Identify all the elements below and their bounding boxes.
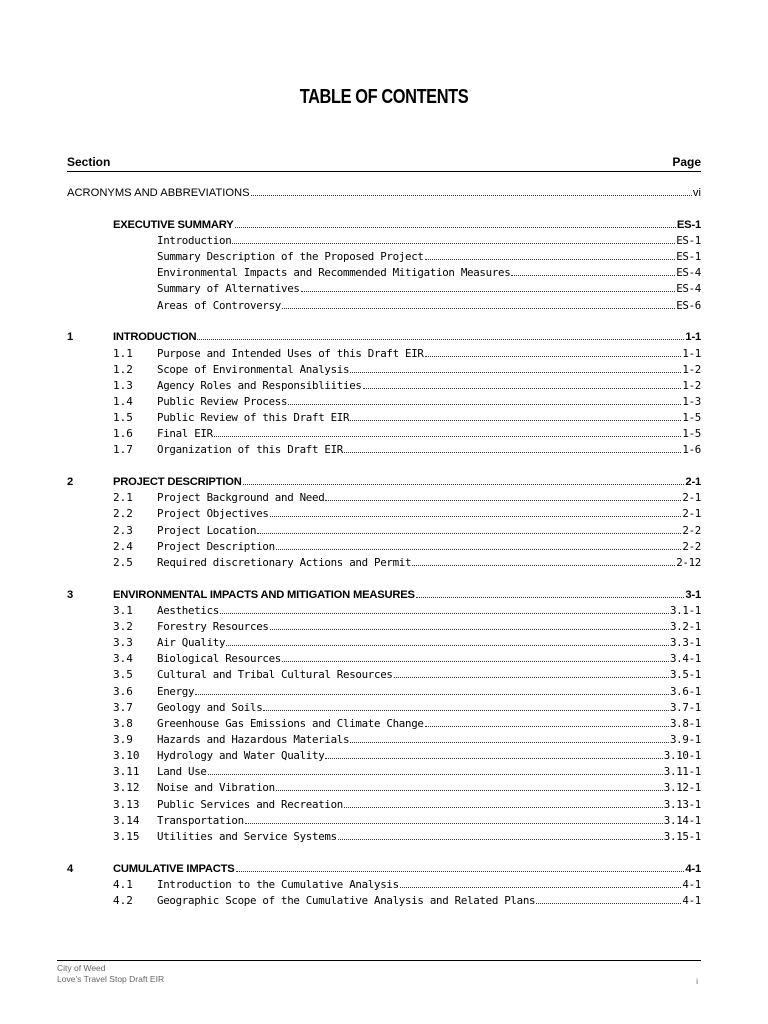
toc-entry-page: 1-5 [682,411,701,425]
dot-leader [350,362,681,373]
toc-entry[interactable] [67,780,701,796]
toc-entry-line [157,539,701,555]
toc-entry-title: Purpose and Intended Uses of this Draft EIR [157,346,424,360]
toc-entry-number: 3 [67,588,74,601]
toc-entry-number: 1.7 [113,443,133,457]
toc-entry[interactable] [67,877,701,893]
toc-entry-page: 2-12 [676,555,701,569]
toc-entry-line [157,346,701,362]
dot-leader [325,490,681,501]
toc-entry[interactable] [67,249,701,265]
toc-entry-title: Land Use [157,765,207,779]
footer-document-title: Love’s Travel Stop Draft EIR [57,974,165,984]
toc-entry[interactable] [67,748,701,764]
toc-entry-line [157,716,701,732]
dot-leader [301,281,676,292]
toc-entry-title: Project Objectives [157,507,269,521]
toc-entry-title: Areas of Controversy [157,298,282,312]
toc-entry-page: ES-1 [676,250,701,264]
dot-leader [416,587,685,598]
toc-entry[interactable] [67,651,701,667]
dot-leader [412,555,675,566]
toc-entry-line [157,700,701,716]
toc-entry[interactable] [67,813,701,829]
toc-entry-line [157,764,701,780]
toc-entry[interactable] [67,764,701,780]
toc-entry[interactable] [67,603,701,619]
dot-leader [425,716,669,727]
toc-entry[interactable] [67,619,701,635]
toc-entry-page: 3.1-1 [669,603,701,617]
toc-entry-number: 3.15 [113,829,140,843]
toc-entry-page: 3.5-1 [669,668,701,682]
toc-entry-line [157,249,701,265]
toc-entry-page: 2-1 [682,507,701,521]
toc-entry-title: Summary of Alternatives [157,282,300,296]
toc-entry-line [157,281,701,297]
toc-entry-page: 3-1 [685,588,701,601]
page-column-label: Page [672,155,701,169]
toc-entry-page: 1-2 [682,362,701,376]
toc-entry-line [157,780,701,796]
toc-entry-number: 2.1 [113,491,133,505]
toc-entry[interactable] [67,329,701,345]
toc-entry-line [157,523,701,539]
toc-entry-line [157,362,701,378]
toc-entry-line [157,651,701,667]
toc-entry-line [157,732,701,748]
toc-entry[interactable] [67,861,701,877]
toc-entry-number: 1.2 [113,362,133,376]
dot-leader [197,329,684,340]
toc-entry-title: Agency Roles and Responsibliities [157,378,362,392]
toc-entry[interactable] [67,346,701,362]
toc-entry-number: 4.2 [113,893,133,907]
toc-entry[interactable] [67,635,701,651]
toc-entry-page: ES-4 [676,266,701,280]
toc-entry-page: 1-1 [682,346,701,360]
toc-entry[interactable] [67,684,701,700]
toc-entry-page: 4-1 [682,877,701,891]
toc-entry-line [157,619,701,635]
toc-entry-line [157,877,701,893]
toc-entry-number: 2.4 [113,539,133,553]
toc-entry-line [157,893,701,909]
toc-entry-number: 2.2 [113,507,133,521]
toc-entry[interactable] [67,378,701,394]
toc-entry-line [157,442,701,458]
toc-entry-title: Cultural and Tribal Cultural Resources [157,668,393,682]
dot-leader [208,764,663,775]
toc-entry-title: INTRODUCTION [113,331,197,344]
dot-leader [232,233,675,244]
dot-leader [236,861,685,872]
toc-entry-line [157,555,701,571]
toc-entry-line [157,684,701,700]
toc-entry-title: ACRONYMS AND ABBREVIATIONS [67,187,250,199]
toc-entry-line [157,410,701,426]
dot-leader [276,780,663,791]
toc-entry-page: ES-6 [676,298,701,312]
toc-entry-line [157,298,701,314]
toc-entry-page: 3.3-1 [669,636,701,650]
dot-leader [536,893,681,904]
dot-leader [270,619,669,630]
toc-entry-number: 3.12 [113,781,140,795]
toc-entry-page: 3.13-1 [663,797,701,811]
dot-leader [245,813,663,824]
toc-entry-title: Air Quality [157,636,226,650]
toc-entry-page: 3.10-1 [663,749,701,763]
toc-entry-line [157,797,701,813]
footer-city: City of Weed [57,963,106,973]
dot-leader [394,667,669,678]
toc-entry[interactable] [67,829,701,845]
dot-leader [276,539,682,550]
dot-leader [263,700,669,711]
toc-entry[interactable] [67,555,701,571]
toc-entry[interactable] [67,298,701,314]
toc-entry-number: 3.9 [113,732,133,746]
dot-leader [282,298,675,309]
dot-leader [425,249,676,260]
toc-entry-line [157,378,701,394]
toc-entry-page: ES-4 [676,282,701,296]
toc-entry-title: Project Background and Need [157,491,325,505]
toc-entry-line [157,233,701,249]
toc-entry-page: 3.8-1 [669,716,701,730]
toc-entry-line [157,506,701,522]
toc-entry-page: 2-2 [682,523,701,537]
toc-entry[interactable] [67,265,701,281]
toc-entry[interactable] [67,700,701,716]
toc-entry-line [113,474,701,490]
toc-entry[interactable] [67,426,701,442]
toc-entry-page: 3.4-1 [669,652,701,666]
toc-entry-title: Public Review Process [157,394,288,408]
toc-entry-page: ES-1 [676,233,701,247]
toc-entry-line [67,185,701,201]
toc-entry-line [157,265,701,281]
toc-entry-title: Energy [157,684,195,698]
toc-entry[interactable] [67,474,701,490]
toc-entry-page: 1-2 [682,378,701,392]
toc-entry-line [113,217,701,233]
toc-entry-number: 3.11 [113,765,140,779]
dot-leader [288,394,681,405]
toc-entry[interactable] [67,587,701,603]
toc-entry-number: 2 [67,476,74,489]
toc-entry-title: Transportation [157,813,244,827]
toc-entry-line [113,587,701,603]
toc-entry-number: 3.6 [113,684,133,698]
toc-entry-title: Organization of this Draft EIR [157,443,344,457]
toc-entry-number: 2.5 [113,555,133,569]
dot-leader [338,829,663,840]
toc-entry-page: 1-6 [682,443,701,457]
toc-entry-page: 4-1 [682,893,701,907]
toc-entry-page: 3.14-1 [663,813,701,827]
toc-entry-page: 3.7-1 [669,700,701,714]
toc-entry-title: Biological Resources [157,652,282,666]
toc-entry[interactable] [67,539,701,555]
toc-entry-line [157,667,701,683]
toc-entry-title: Required discretionary Actions and Permit [157,555,412,569]
toc-entry-number: 3.8 [113,716,133,730]
section-column-label: Section [67,155,111,169]
toc-entry-number: 1.4 [113,394,133,408]
toc-entry-page: 1-5 [682,427,701,441]
toc-entry-line [157,813,701,829]
dot-leader [344,442,681,453]
dot-leader [251,185,692,196]
dot-leader [511,265,675,276]
dot-leader [214,426,682,437]
dot-leader [270,506,682,517]
toc-entry-line [157,426,701,442]
toc-entry-number: 4 [67,862,74,875]
dot-leader [363,378,682,389]
toc-entry-number: 3.1 [113,603,133,617]
toc-entry-number: 3.2 [113,619,133,633]
toc-entry-page: 1-1 [685,331,701,344]
toc-entry-number: 3.14 [113,813,140,827]
toc-entry-title: Project Description [157,539,275,553]
toc-entry-page: 2-1 [682,491,701,505]
dot-leader [220,603,669,614]
toc-entry-title: Hydrology and Water Quality [157,749,325,763]
toc-entry-title: CUMULATIVE IMPACTS [113,862,235,875]
toc-entry-page: 3.11-1 [663,765,701,779]
toc-entry-number: 1 [67,331,74,344]
toc-entry[interactable] [67,797,701,813]
toc-entry-page: 3.15-1 [663,829,701,843]
toc-entry-title: PROJECT DESCRIPTION [113,476,242,489]
toc-entry[interactable] [67,233,701,249]
toc-entry-page: ES-1 [676,218,701,231]
toc-entry[interactable] [67,506,701,522]
toc-entry[interactable] [67,410,701,426]
dot-leader [350,410,681,421]
toc-entry-page: vi [692,187,701,199]
toc-entry-number: 3.13 [113,797,140,811]
table-of-contents [67,185,701,909]
toc-entry[interactable] [67,716,701,732]
dot-leader [400,877,682,888]
toc-entry-line [157,603,701,619]
toc-entry[interactable] [67,442,701,458]
dot-leader [425,346,682,357]
toc-entry-page: 3.6-1 [669,684,701,698]
dot-leader [226,635,669,646]
toc-entry-page: 3.12-1 [663,781,701,795]
dot-leader [344,797,663,808]
toc-entry[interactable] [67,217,701,233]
page-footer [57,960,701,985]
dot-leader [282,651,669,662]
toc-entry-page: 2-2 [682,539,701,553]
toc-entry-title: Noise and Vibration [157,781,275,795]
toc-entry-number: 2.3 [113,523,133,537]
toc-entry-number: 1.5 [113,411,133,425]
toc-entry-title: Greenhouse Gas Emissions and Climate Change [157,716,424,730]
toc-entry-title: Public Review of this Draft EIR [157,411,350,425]
toc-entry[interactable] [67,523,701,539]
page-title: TABLE OF CONTENTS [299,86,469,108]
toc-entry-title: Project Location [157,523,257,537]
toc-entry[interactable] [67,667,701,683]
dot-leader [350,732,669,743]
toc-entry-title: Utilities and Service Systems [157,829,337,843]
toc-entry-line [113,329,701,345]
toc-entry-title: Public Services and Recreation [157,797,344,811]
toc-entry[interactable] [67,893,701,909]
toc-entry-title: Introduction [157,233,232,247]
footer-page-number: i [696,976,698,986]
toc-entry[interactable] [67,362,701,378]
toc-entry-title: Summary Description of the Proposed Project [157,250,424,264]
toc-entry-number: 3.3 [113,636,133,650]
toc-column-header [67,155,701,172]
toc-entry-title: Geology and Soils [157,700,263,714]
dot-leader [257,523,681,534]
toc-entry-title: Geographic Scope of the Cumulative Analysis and Related Plans [157,893,536,907]
toc-entry-number: 1.1 [113,346,133,360]
toc-entry-line [157,829,701,845]
toc-entry-title: Forestry Resources [157,619,269,633]
toc-entry-page: 4-1 [685,862,701,875]
toc-entry-line [157,394,701,410]
toc-entry-title: Final EIR [157,427,213,441]
toc-entry[interactable] [67,185,701,201]
toc-entry-number: 3.4 [113,652,133,666]
toc-entry-title: Aesthetics [157,603,220,617]
toc-entry-line [157,635,701,651]
toc-entry[interactable] [67,732,701,748]
toc-entry[interactable] [67,281,701,297]
toc-entry-number: 3.10 [113,749,140,763]
toc-entry-number: 3.5 [113,668,133,682]
toc-entry-page: 2-1 [685,476,701,489]
dot-leader [235,217,676,228]
toc-entry-title: EXECUTIVE SUMMARY [113,218,234,231]
toc-entry-line [113,861,701,877]
toc-entry-page: 3.2-1 [669,619,701,633]
toc-entry-title: ENVIRONMENTAL IMPACTS AND MITIGATION MEASURES [113,588,415,601]
toc-entry-title: Scope of Environmental Analysis [157,362,350,376]
toc-entry-page: 1-3 [682,394,701,408]
dot-leader [325,748,662,759]
toc-entry[interactable] [67,394,701,410]
toc-entry-number: 1.3 [113,378,133,392]
toc-entry-line [157,748,701,764]
toc-entry[interactable] [67,490,701,506]
dot-leader [243,474,685,485]
toc-entry-page: 3.9-1 [669,732,701,746]
dot-leader [195,684,669,695]
toc-entry-title: Environmental Impacts and Recommended Mitigation Measures [157,266,511,280]
toc-entry-number: 4.1 [113,877,133,891]
toc-entry-title: Hazards and Hazardous Materials [157,732,350,746]
toc-entry-number: 3.7 [113,700,133,714]
toc-entry-title: Introduction to the Cumulative Analysis [157,877,399,891]
toc-entry-line [157,490,701,506]
toc-entry-number: 1.6 [113,427,133,441]
